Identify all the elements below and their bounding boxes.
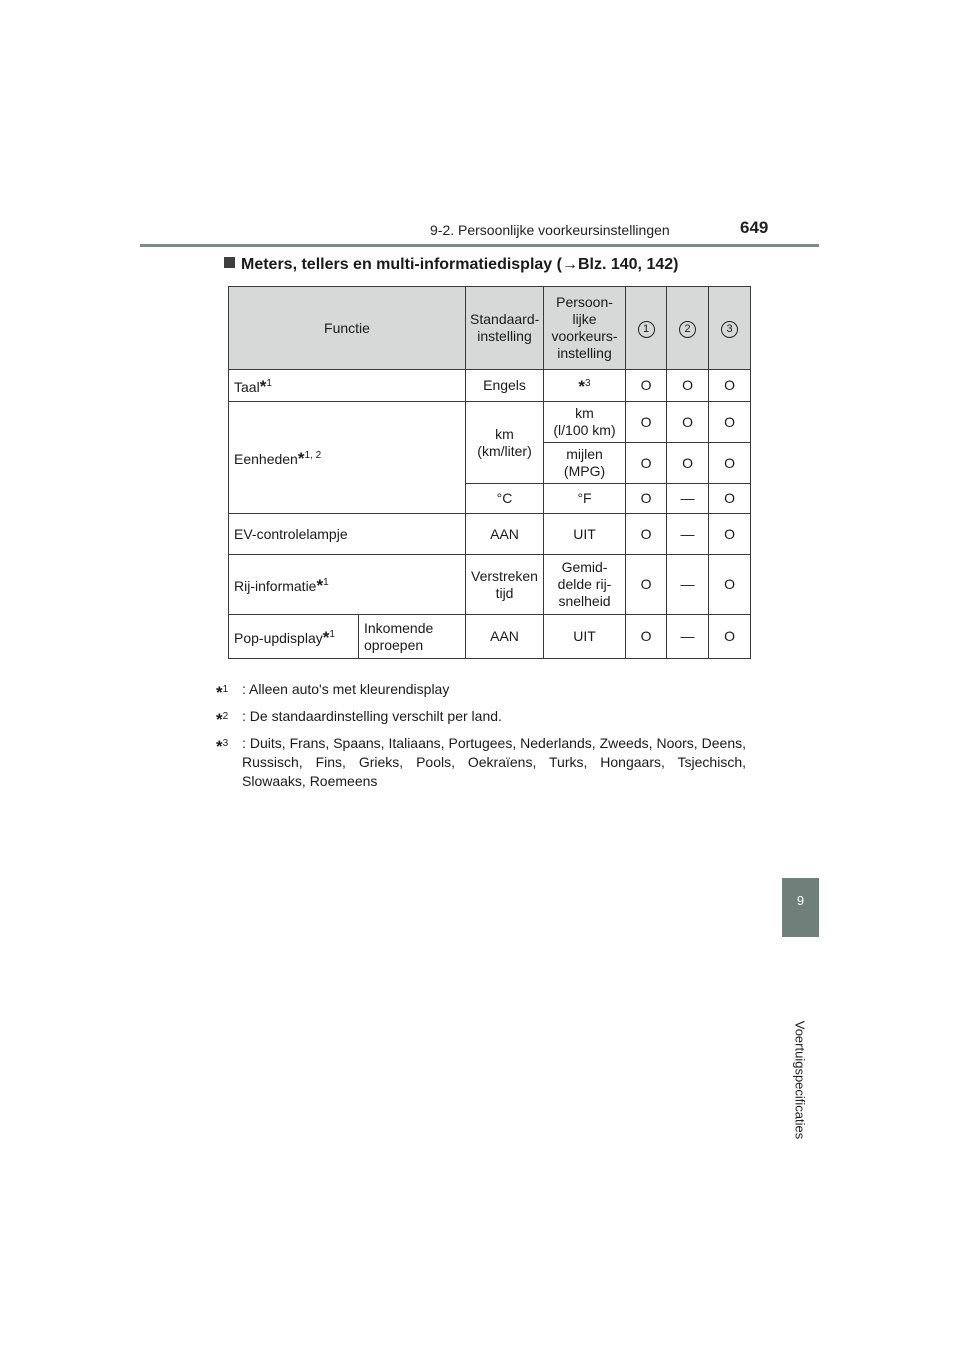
header-function: Functie	[229, 287, 466, 370]
cell-c1: O	[626, 484, 667, 514]
cell-personal: *$^3$	[544, 370, 626, 402]
cell-personal: mijlen (MPG)	[544, 443, 626, 484]
table-row	[229, 402, 751, 443]
table-row	[229, 555, 751, 615]
section-bullet-icon	[224, 257, 235, 268]
chapter-tab: 9	[782, 878, 819, 937]
settings-table	[228, 286, 751, 659]
header-personal: Persoon- lijke voorkeurs- instelling	[544, 287, 626, 370]
cell-c2: —	[667, 514, 709, 555]
cell-c1: O	[626, 443, 667, 484]
cell-personal: UIT	[544, 615, 626, 659]
cell-c2: —	[667, 615, 709, 659]
cell-default: AAN	[466, 514, 544, 555]
cell-personal: UIT	[544, 514, 626, 555]
cell-function: EV-controlelampje	[229, 514, 466, 555]
circled-3-icon: 3	[721, 321, 738, 338]
cell-c1: O	[626, 402, 667, 443]
cell-personal: Gemid- delde rij- snelheid	[544, 555, 626, 615]
cell-default: °C	[466, 484, 544, 514]
running-header-section: 9-2. Persoonlijke voorkeursinstellingen	[430, 222, 670, 238]
header-col-1	[626, 287, 667, 370]
header-col-2	[667, 287, 709, 370]
cell-c1: O	[626, 370, 667, 402]
cell-c3: O	[709, 484, 751, 514]
cell-c3: O	[709, 370, 751, 402]
cell-c1: O	[626, 514, 667, 555]
cell-default: Engels	[466, 370, 544, 402]
cell-function: Eenheden*$^{1, 2}$	[229, 402, 466, 514]
cell-c2: O	[667, 370, 709, 402]
cell-default: km (km/liter)	[466, 402, 544, 484]
cell-c1: O	[626, 615, 667, 659]
cell-default: AAN	[466, 615, 544, 659]
cell-c3: O	[709, 443, 751, 484]
cell-c1: O	[626, 555, 667, 615]
circled-1-icon: 1	[638, 321, 655, 338]
cell-c3: O	[709, 402, 751, 443]
cell-c3: O	[709, 514, 751, 555]
cell-function: Pop-updisplay*$^1$	[229, 615, 359, 659]
table-row	[229, 370, 751, 402]
cell-c2: O	[667, 443, 709, 484]
cell-default: Verstreken tijd	[466, 555, 544, 615]
table-row	[229, 615, 751, 659]
table-row	[229, 514, 751, 555]
cell-personal: °F	[544, 484, 626, 514]
header-default: Standaard- instelling	[466, 287, 544, 370]
section-title-text: Meters, tellers en multi-informatiedisplay (→Blz. 140, 142)	[241, 256, 679, 273]
section-title	[224, 256, 678, 274]
header-col-3	[709, 287, 751, 370]
cell-c3: O	[709, 555, 751, 615]
circled-2-icon: 2	[679, 321, 696, 338]
footnote: *$^2$ : De standaardinstelling verschilt per land.	[216, 708, 502, 729]
footnotes	[216, 680, 746, 799]
header-rule	[140, 244, 819, 247]
page-number: 649	[740, 218, 769, 237]
cell-function: Rij-informatie*$^1$	[229, 555, 466, 615]
table-header-row	[229, 287, 751, 370]
cell-c2: O	[667, 402, 709, 443]
footnote: *$^3$ : Duits, Frans, Spaans, Italiaans, Portugees, Nederlands, Zweeds, Noors, Deens, Russisch, Fins, Grieks, Pools, Oekraïens, Turks, Hongaars, Tsjechisch, Slowaaks, Roemeens	[216, 735, 746, 789]
cell-c2: —	[667, 555, 709, 615]
cell-subfunction: Inkomende oproepen	[359, 615, 466, 659]
cell-function: Taal*$^1$	[229, 370, 466, 402]
cell-c3: O	[709, 615, 751, 659]
footnote: *$^1$ : Alleen auto's met kleurendisplay	[216, 681, 450, 702]
cell-personal: km (l/100 km)	[544, 402, 626, 443]
chapter-label: Voertuigspecificaties	[792, 1020, 808, 1140]
cell-c2: —	[667, 484, 709, 514]
